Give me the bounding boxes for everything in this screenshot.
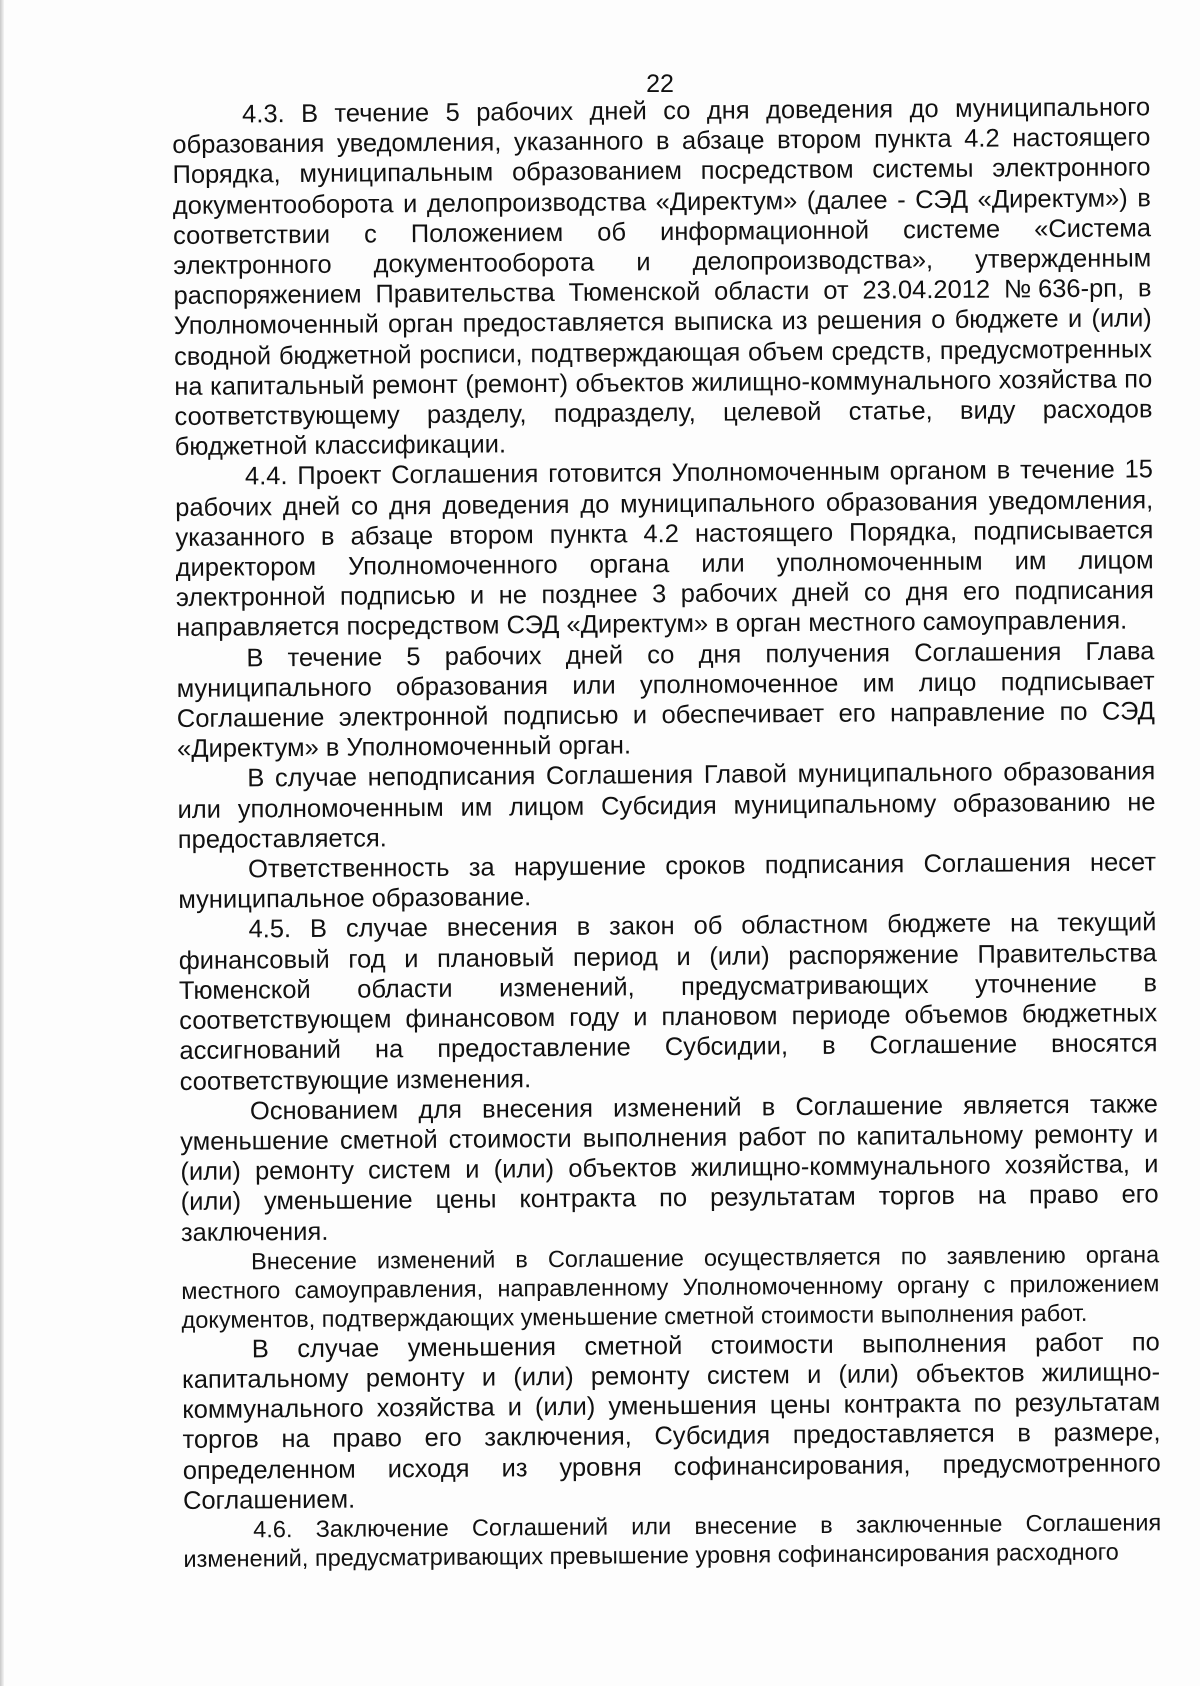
paragraph-4-6: 4.6. Заключение Соглашений или внесение в заключенные Соглашения изменений, предусматривающих превышение уровня софинансирования расходного (183, 1509, 1162, 1572)
paragraph-4-3: 4.3. В течение 5 рабочих дней со дня доведения до муниципального образования уведомления, указанного в абзаце втором пункта 4.2 настоящего Порядка, муниципальным образованием посредством системы электронного документооборота и делопроизводства «Директум» (далее - СЭД «Директум») в соответствии с Положением об информационной системе «Система электронного документооборота и делопроизводства», утвержденным распоряжением Правительства Тюменской области от 23.04.2012 №636-рп, в Уполномоченный орган предоставляется выписка из решения о бюджете и (или) сводной бюджетной росписи, подтверждающая объем средств, предусмотренных на капитальный ремонт (ремонт) объектов жилищно-коммунального хозяйства по соответствующему разделу, подразделу, целевой статье, виду расходов бюджетной классификации. (172, 93, 1153, 462)
paragraph-4-5-basis: Основанием для внесения изменений в Соглашение является также уменьшение сметной стоимости выполнения работ по капитальному ремонту и (или) ремонту систем и (или) объектов жилищно-коммунального хозяйства, и (или) уменьшение цены контракта по результатам торгов на право его заключения. (180, 1089, 1159, 1247)
paragraph-4-4-unsigned: В случае неподписания Соглашения Главой муниципального образования или уполномоченным им лицом Субсидия муниципальному образованию не предоставляется. (177, 757, 1156, 854)
page-number: 22 (646, 70, 674, 98)
document-body (172, 92, 1162, 1574)
paragraph-4-4-responsibility: Ответственность за нарушение сроков подписания Соглашения несет муниципальное образование. (178, 848, 1157, 915)
paragraph-4-5: 4.5. В случае внесения в закон об областном бюджете на текущий финансовый год и плановый период и (или) распоряжение Правительства Тюменской области изменений, предусматривающих уточнение в соответствующем финансовом году и плановом периоде объемов бюджетных ассигнований на предоставление Субсидии, в Соглашение вносятся соответствующие изменения. (178, 908, 1158, 1096)
paragraph-4-5-reduction: В случае уменьшения сметной стоимости выполнения работ по капитальному ремонту и (или) ремонту систем и (или) объектов жилищно-коммунального хозяйства и (или) уменьшения цены контракта по результатам торгов на право его заключения, Субсидия предоставляется в размере, определенном исходя из уровня софинансирования, предусмотренного Соглашением. (181, 1327, 1161, 1515)
scan-edge (0, 0, 4, 1686)
paragraph-4-5-application: Внесение изменений в Соглашение осуществляется по заявлению органа местного самоуправления, направленному Уполномоченному органу с приложением документов, подтверждающих уменьшение сметной стоимости выполнения работ. (181, 1241, 1160, 1333)
paragraph-4-4-signing: В течение 5 рабочих дней со дня получения Соглашения Глава муниципального образования или уполномоченное им лицо подписывает Соглашение электронной подписью и обеспечивает его направление по СЭД «Директум» в Уполномоченный орган. (176, 636, 1155, 764)
paragraph-4-4: 4.4. Проект Соглашения готовится Уполномоченным органом в течение 15 рабочих дней со дня доведения до муниципального образования уведомления, указанного в абзаце втором пункта 4.2 настоящего Порядка, подписывается директором Уполномоченного органа или уполномоченным им лицом электронной подписью и не позднее 3 рабочих дней со дня его подписания направляется посредством СЭД «Директум» в орган местного самоуправления. (175, 455, 1154, 643)
